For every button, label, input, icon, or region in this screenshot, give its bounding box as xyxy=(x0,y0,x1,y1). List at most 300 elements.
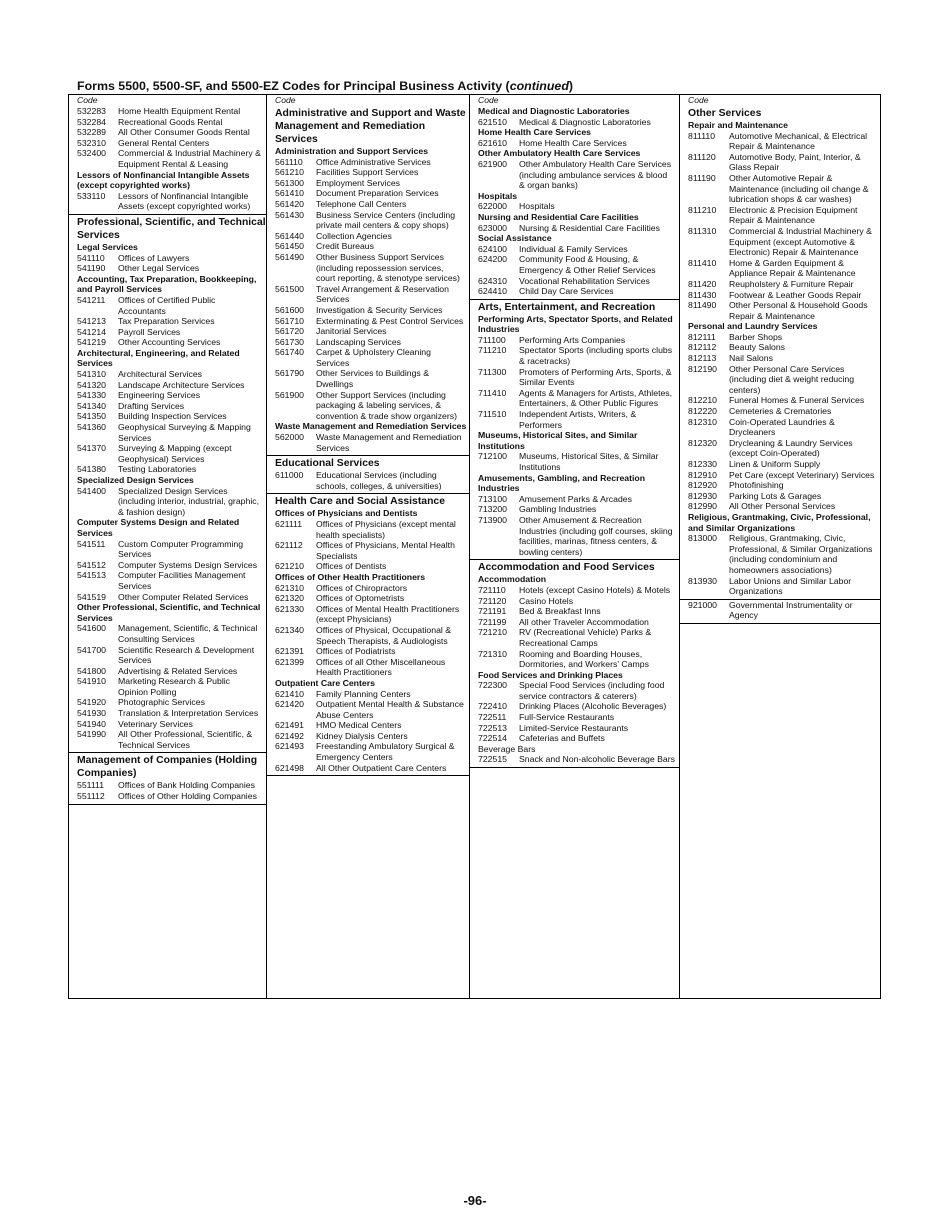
code-row xyxy=(267,390,469,422)
code-row xyxy=(267,337,469,348)
subsection-title: Outpatient Care Centers xyxy=(275,677,375,688)
activity-code: 561500 xyxy=(275,283,304,294)
code-row xyxy=(680,491,880,502)
activity-code: 532400 xyxy=(77,148,106,159)
activity-code: 621410 xyxy=(275,688,304,699)
activity-description: Reupholstery & Furniture Repair xyxy=(729,278,854,289)
activity-code: 561210 xyxy=(275,167,304,178)
subsection-title: Home Health Care Services xyxy=(478,127,591,138)
activity-code: 621900 xyxy=(478,158,507,169)
activity-description: All Other Personal Services xyxy=(729,501,836,512)
activity-description: Commercial & Industrial Machinery & Equipment Rental & Leasing xyxy=(118,148,261,169)
activity-code: 541513 xyxy=(77,570,106,581)
code-row xyxy=(69,316,266,327)
code-row xyxy=(69,117,266,128)
code-row xyxy=(69,263,266,274)
code-row xyxy=(69,729,266,750)
code-row xyxy=(680,173,880,205)
activity-code: 722513 xyxy=(478,722,507,733)
activity-description: Limited-Service Restaurants xyxy=(519,722,629,733)
code-row xyxy=(69,623,266,644)
activity-code: 813930 xyxy=(688,575,717,586)
activity-description: Credit Bureaus xyxy=(316,241,374,252)
activity-code: 541360 xyxy=(77,422,106,433)
activity-description: Amusement Parks & Arcades xyxy=(519,493,632,504)
activity-code: 624310 xyxy=(478,275,507,286)
code-row xyxy=(69,390,266,401)
code-row xyxy=(267,699,469,720)
activity-description: Automotive Mechanical, & Electrical Repair & Maintenance xyxy=(729,130,868,152)
activity-code: 713200 xyxy=(478,504,507,515)
code-row xyxy=(69,486,266,518)
activity-description: Janitorial Services xyxy=(316,326,387,337)
industry-section xyxy=(470,95,679,300)
activity-code: 561300 xyxy=(275,177,304,188)
activity-code: 622000 xyxy=(478,201,507,212)
activity-code: 532310 xyxy=(77,137,106,148)
industry-section xyxy=(470,301,679,561)
code-row xyxy=(470,596,679,607)
activity-code: 541310 xyxy=(77,369,106,380)
code-row xyxy=(267,252,469,284)
code-row xyxy=(470,617,679,628)
activity-description: Cafeterias and Buffets xyxy=(519,733,605,744)
code-row xyxy=(267,178,469,189)
activity-description: Offices of Certified Public Accountants xyxy=(118,294,216,316)
industry-section xyxy=(267,95,469,456)
column-2 xyxy=(267,95,470,998)
activity-description: Home & Garden Equipment & Appliance Repair & Maintenance xyxy=(729,257,856,279)
code-row xyxy=(470,159,679,191)
activity-code: 561740 xyxy=(275,347,304,358)
activity-code: 541213 xyxy=(77,316,106,327)
subsection-title: Accommodation xyxy=(478,574,547,585)
code-row xyxy=(470,649,679,670)
code-row xyxy=(267,347,469,368)
code-row xyxy=(470,723,679,734)
activity-code: 541219 xyxy=(77,337,106,348)
subsection-title: Repair and Maintenance xyxy=(688,120,788,130)
code-row xyxy=(69,539,266,560)
activity-code: 812320 xyxy=(688,437,717,448)
activity-description: Spectator Sports (including sports clubs & racetracks) xyxy=(519,345,673,367)
code-row xyxy=(680,131,880,152)
activity-description: Rooming and Boarding Houses, Dormitories, and Workers' Camps xyxy=(519,648,649,670)
activity-description: Offices of Mental Health Practitioners (except Physicians) xyxy=(316,603,460,625)
activity-code: 722514 xyxy=(478,733,507,744)
activity-description: Testing Laboratories xyxy=(118,464,197,475)
subsection-title: Hospitals xyxy=(478,190,518,201)
activity-description: Offices of Dentists xyxy=(316,561,387,572)
activity-description: Agents & Managers for Artists, Athletes, Entertainers, & Other Public Figures xyxy=(519,387,673,409)
activity-code: 551111 xyxy=(77,780,105,791)
subsection-title: Food Services and Drinking Places xyxy=(478,669,623,680)
activity-code: 621112 xyxy=(275,540,303,551)
code-row xyxy=(470,515,679,557)
activity-code: 621492 xyxy=(275,730,304,741)
industry-section xyxy=(680,600,880,624)
code-row xyxy=(267,326,469,337)
activity-description: Landscape Architecture Services xyxy=(118,379,245,390)
code-row xyxy=(470,276,679,287)
code-row xyxy=(69,560,266,571)
activity-description: Translation & Interpretation Services xyxy=(118,708,259,719)
activity-description: Religious, Grantmaking, Civic, Professional, & Similar Organizations (including condominium and homeowners associations) xyxy=(729,533,873,575)
activity-description: Community Food & Housing, & Emergency & Other Relief Services xyxy=(519,254,656,275)
activity-code: 624200 xyxy=(478,254,507,265)
activity-code: 721310 xyxy=(478,648,507,659)
code-row xyxy=(69,191,266,212)
code-row xyxy=(69,253,266,264)
activity-description: Business Service Centers (including private mail centers & copy shops) xyxy=(316,209,456,231)
activity-code: 562000 xyxy=(275,432,304,443)
activity-code: 541800 xyxy=(77,665,106,676)
code-column-label: Code xyxy=(478,95,499,105)
activity-code: 561790 xyxy=(275,368,304,379)
activity-description: Other Personal & Household Goods Repair & Maintenance xyxy=(729,300,868,321)
code-row xyxy=(470,585,679,596)
activity-description: Gambling Industries xyxy=(519,504,597,515)
activity-code: 621391 xyxy=(275,646,304,657)
activity-description: Performing Arts Companies xyxy=(519,334,626,345)
activity-code: 811430 xyxy=(688,289,717,300)
activity-code: 621491 xyxy=(275,720,304,731)
activity-code: 721199 xyxy=(478,616,507,627)
activity-description: Specialized Design Services (including interior, industrial, graphic, & fashion design) xyxy=(118,485,260,517)
subsection-title: Lessors of Nonfinancial Intangible Assets (except copyrighted works) xyxy=(77,169,250,191)
activity-code: 621330 xyxy=(275,603,304,614)
activity-description: Offices of Physicians, Mental Health Specialists xyxy=(316,540,455,561)
section-title: Other Services xyxy=(688,108,762,119)
code-row xyxy=(680,226,880,258)
activity-description: All Other Consumer Goods Rental xyxy=(118,127,250,138)
activity-description: Custom Computer Programming Services xyxy=(118,538,244,560)
activity-code: 711410 xyxy=(478,387,507,398)
code-row xyxy=(267,284,469,305)
activity-code: 541519 xyxy=(77,591,106,602)
activity-description: Educational Services (including schools, colleges, & universities) xyxy=(316,470,442,491)
code-row xyxy=(267,231,469,242)
activity-description: Freestanding Ambulatory Surgical & Emergency Centers xyxy=(316,741,455,763)
code-row xyxy=(470,223,679,234)
code-row xyxy=(680,364,880,396)
activity-description: Other Legal Services xyxy=(118,263,200,274)
activity-description: Pet Care (except Veterinary) Services xyxy=(729,469,875,480)
activity-code: 561420 xyxy=(275,198,304,209)
code-row xyxy=(470,494,679,505)
industry-section xyxy=(267,495,469,776)
section-title: Accommodation and Food Services xyxy=(478,562,655,574)
activity-code: 623000 xyxy=(478,222,507,233)
activity-code: 812111 xyxy=(688,331,716,342)
activity-code: 541400 xyxy=(77,485,106,496)
activity-code: 621310 xyxy=(275,582,304,593)
subsection-title: Social Assistance xyxy=(478,233,552,244)
activity-code: 711100 xyxy=(478,334,506,345)
activity-description: Labor Unions and Similar Labor Organizations xyxy=(729,575,852,597)
section-title: Arts, Entertainment, and Recreation xyxy=(478,301,656,313)
code-row xyxy=(470,367,679,388)
code-row xyxy=(267,305,469,316)
subsection-title: Amusements, Gambling, and Recreation Industries xyxy=(478,472,646,494)
code-row xyxy=(267,689,469,700)
code-row xyxy=(69,719,266,730)
activity-description: Other Automotive Repair & Maintenance (including oil change & lubrication shops & car washes) xyxy=(729,172,869,205)
code-row xyxy=(680,258,880,279)
code-row xyxy=(680,342,880,353)
code-row xyxy=(267,368,469,389)
activity-description: Surveying & Mapping (except Geophysical) Services xyxy=(118,443,232,464)
code-row xyxy=(69,411,266,422)
subsection-title: Offices of Physicians and Dentists xyxy=(275,508,418,519)
activity-code: 811190 xyxy=(688,172,716,183)
activity-code: 722300 xyxy=(478,680,507,691)
activity-code: 541990 xyxy=(77,729,106,740)
activity-description: Tax Preparation Services xyxy=(118,316,215,327)
activity-description: Funeral Homes & Funeral Services xyxy=(729,395,865,406)
code-row xyxy=(470,712,679,723)
activity-description: All Other Outpatient Care Centers xyxy=(316,762,447,773)
activity-description: Other Business Support Services (including repossession services, court reporting, & stenotype services) xyxy=(316,251,460,284)
activity-code: 621111 xyxy=(275,519,303,529)
activity-code: 721191 xyxy=(478,606,507,617)
code-row xyxy=(680,470,880,481)
code-row xyxy=(69,666,266,677)
activity-description: Parking Lots & Garages xyxy=(729,490,822,501)
activity-code: 713100 xyxy=(478,493,507,504)
code-row xyxy=(69,138,266,149)
activity-description: Architectural Services xyxy=(118,369,203,380)
activity-description: Waste Management and Remediation Services xyxy=(316,432,462,453)
code-row xyxy=(680,205,880,226)
activity-description: Carpet & Upholstery Cleaning Services xyxy=(316,347,431,368)
activity-description: Exterminating & Pest Control Services xyxy=(316,315,464,326)
subsection-title: Other Ambulatory Health Care Services xyxy=(478,148,641,159)
activity-code: 551112 xyxy=(77,791,105,802)
code-row xyxy=(680,290,880,301)
code-column-label: Code xyxy=(77,95,98,105)
activity-description: Other Ambulatory Health Care Services (including ambulance services & blood & organ banks) xyxy=(519,158,672,191)
code-row xyxy=(470,701,679,712)
activity-code: 621610 xyxy=(478,137,507,148)
activity-description: Family Planning Centers xyxy=(316,688,411,699)
code-row xyxy=(470,117,679,128)
code-row xyxy=(267,210,469,231)
code-row xyxy=(470,345,679,366)
code-row xyxy=(267,657,469,678)
activity-description: Employment Services xyxy=(316,177,401,188)
code-row xyxy=(69,369,266,380)
activity-description: Scientific Research & Development Services xyxy=(118,644,255,666)
activity-code: 561450 xyxy=(275,241,304,252)
column-3 xyxy=(470,95,680,998)
code-row xyxy=(267,604,469,625)
title-text: Forms 5500, 5500-SF, and 5500-EZ Codes for Principal Business Activity ( xyxy=(77,79,510,93)
section-title: Management of Companies (Holding Companies) xyxy=(77,755,258,780)
activity-description: Document Preparation Services xyxy=(316,188,439,199)
code-row xyxy=(267,157,469,168)
activity-code: 812910 xyxy=(688,469,717,480)
subsection-title: Personal and Laundry Services xyxy=(688,321,818,332)
activity-code: 541511 xyxy=(77,538,106,549)
activity-description: Nursing & Residential Care Facilities xyxy=(519,222,660,233)
code-row xyxy=(470,388,679,409)
activity-description: Offices of Optometrists xyxy=(316,593,405,604)
subsection-title: Religious, Grantmaking, Civic, Professional, and Similar Organizations xyxy=(688,511,871,533)
activity-description: Special Food Services (including food service contractors & caterers) xyxy=(519,680,665,701)
activity-code: 621510 xyxy=(478,116,507,127)
activity-description: Other Accounting Services xyxy=(118,337,221,348)
activity-code: 621210 xyxy=(275,561,304,572)
activity-code: 812920 xyxy=(688,480,717,491)
code-row xyxy=(267,741,469,762)
code-row xyxy=(267,593,469,604)
code-row xyxy=(69,708,266,719)
code-continuation-text: Beverage Bars xyxy=(478,743,536,754)
activity-description: Computer Facilities Management Services xyxy=(118,570,246,591)
codes-table xyxy=(68,94,881,999)
activity-code: 811210 xyxy=(688,204,717,215)
activity-description: Investigation & Security Services xyxy=(316,304,443,315)
activity-description: Geophysical Surveying & Mapping Services xyxy=(118,422,251,443)
code-row xyxy=(69,295,266,316)
activity-code: 561490 xyxy=(275,251,304,262)
activity-description: HMO Medical Centers xyxy=(316,720,402,731)
subsection-title: Museums, Historical Sites, and Similar Institutions xyxy=(478,430,638,451)
activity-description: Office Administrative Services xyxy=(316,156,431,167)
activity-description: Offices of Physicians (except mental health specialists) xyxy=(316,519,456,540)
activity-description: Automotive Body, Paint, Interior, & Glass Repair xyxy=(729,151,861,173)
activity-description: Building Inspection Services xyxy=(118,411,227,422)
activity-description: Child Day Care Services xyxy=(519,286,614,297)
activity-code: 541190 xyxy=(77,263,106,274)
activity-code: 533110 xyxy=(77,190,106,201)
activity-description: Commercial & Industrial Machinery & Equipment (except Automotive & Electronic) Repair & Maintenance xyxy=(729,225,872,258)
code-row xyxy=(470,451,679,472)
activity-description: Other Support Services (including packaging & labeling services, & convention & trade show organizers) xyxy=(316,389,458,421)
code-row xyxy=(69,464,266,475)
activity-code: 621320 xyxy=(275,593,304,604)
activity-code: 561730 xyxy=(275,336,304,347)
activity-description: Full-Service Restaurants xyxy=(519,712,615,723)
activity-description: Footwear & Leather Goods Repair xyxy=(729,289,862,300)
activity-description: Electronic & Precision Equipment Repair & Maintenance xyxy=(729,204,858,226)
activity-description: Nail Salons xyxy=(729,353,773,364)
activity-description: Payroll Services xyxy=(118,326,181,337)
subsection-title: Computer Systems Design and Related Services xyxy=(77,517,240,538)
activity-description: RV (Recreational Vehicle) Parks & Recreational Camps xyxy=(519,627,652,648)
activity-code: 812190 xyxy=(688,363,717,374)
code-row xyxy=(267,583,469,594)
activity-description: Veterinary Services xyxy=(118,718,193,729)
activity-code: 811490 xyxy=(688,300,717,311)
activity-description: Collection Agencies xyxy=(316,230,392,241)
code-row xyxy=(680,480,880,491)
activity-code: 541600 xyxy=(77,623,106,634)
code-row xyxy=(69,592,266,603)
code-row xyxy=(267,731,469,742)
activity-description: Advertising & Related Services xyxy=(118,665,238,676)
activity-code: 811410 xyxy=(688,257,717,268)
activity-code: 541910 xyxy=(77,676,106,687)
code-row xyxy=(267,625,469,646)
activity-code: 812990 xyxy=(688,501,717,512)
code-row xyxy=(69,106,266,117)
code-row xyxy=(267,316,469,327)
code-row xyxy=(470,606,679,617)
activity-description: Hospitals xyxy=(519,201,555,212)
activity-code: 541512 xyxy=(77,559,106,570)
code-row xyxy=(470,680,679,701)
code-column-label: Code xyxy=(688,95,709,105)
activity-code: 812310 xyxy=(688,416,717,427)
page-title xyxy=(77,79,573,93)
code-row xyxy=(680,459,880,470)
activity-description: Home Health Care Services xyxy=(519,137,627,148)
activity-code: 541370 xyxy=(77,443,106,454)
code-row xyxy=(267,763,469,774)
activity-code: 532289 xyxy=(77,127,106,138)
activity-code: 541211 xyxy=(77,294,106,305)
activity-description: Outpatient Mental Health & Substance Abuse Centers xyxy=(316,699,464,720)
subsection-title: Accounting, Tax Preparation, Bookkeeping, and Payroll Services xyxy=(77,273,257,295)
activity-code: 541320 xyxy=(77,379,106,390)
activity-description: Independent Artists, Writers, & Performers xyxy=(519,409,637,430)
code-row xyxy=(470,286,679,297)
activity-code: 813000 xyxy=(688,533,717,544)
code-row xyxy=(69,422,266,443)
section-title: Administrative and Support and Waste Management and Remediation Services xyxy=(275,108,466,145)
activity-description: Home Health Equipment Rental xyxy=(118,106,241,116)
code-row xyxy=(680,332,880,343)
activity-code: 811120 xyxy=(688,151,716,162)
code-row xyxy=(470,409,679,430)
code-row xyxy=(267,199,469,210)
section-title: Health Care and Social Assistance xyxy=(275,496,445,508)
code-row xyxy=(680,576,880,597)
title-continued: continued xyxy=(509,79,569,93)
code-row xyxy=(470,254,679,275)
section-title: Educational Services xyxy=(275,458,380,470)
activity-description: Offices of Podiatrists xyxy=(316,646,396,657)
activity-code: 561900 xyxy=(275,389,304,400)
activity-code: 812113 xyxy=(688,353,717,364)
subsection-title: Performing Arts, Spectator Sports, and Related Industries xyxy=(478,313,673,335)
code-column-label: Code xyxy=(275,95,296,105)
activity-code: 541920 xyxy=(77,697,106,708)
code-row xyxy=(69,337,266,348)
activity-description: Photographic Services xyxy=(118,697,205,708)
activity-description: Other Services to Buildings & Dwellings xyxy=(316,368,429,390)
code-row xyxy=(69,443,266,464)
activity-code: 541940 xyxy=(77,718,106,729)
code-row xyxy=(267,241,469,252)
code-row xyxy=(680,152,880,173)
activity-description: Promoters of Performing Arts, Sports, & Similar Events xyxy=(519,366,672,388)
code-row xyxy=(470,244,679,255)
activity-code: 812930 xyxy=(688,490,717,501)
code-row xyxy=(470,754,679,765)
activity-code: 624100 xyxy=(478,243,507,254)
activity-code: 561410 xyxy=(275,188,304,199)
code-row xyxy=(69,327,266,338)
code-row xyxy=(680,395,880,406)
code-row xyxy=(69,570,266,591)
page-number: -96- xyxy=(463,1193,487,1208)
subsection-title: Specialized Design Services xyxy=(77,475,194,485)
activity-code: 611000 xyxy=(275,470,304,481)
code-row xyxy=(267,720,469,731)
